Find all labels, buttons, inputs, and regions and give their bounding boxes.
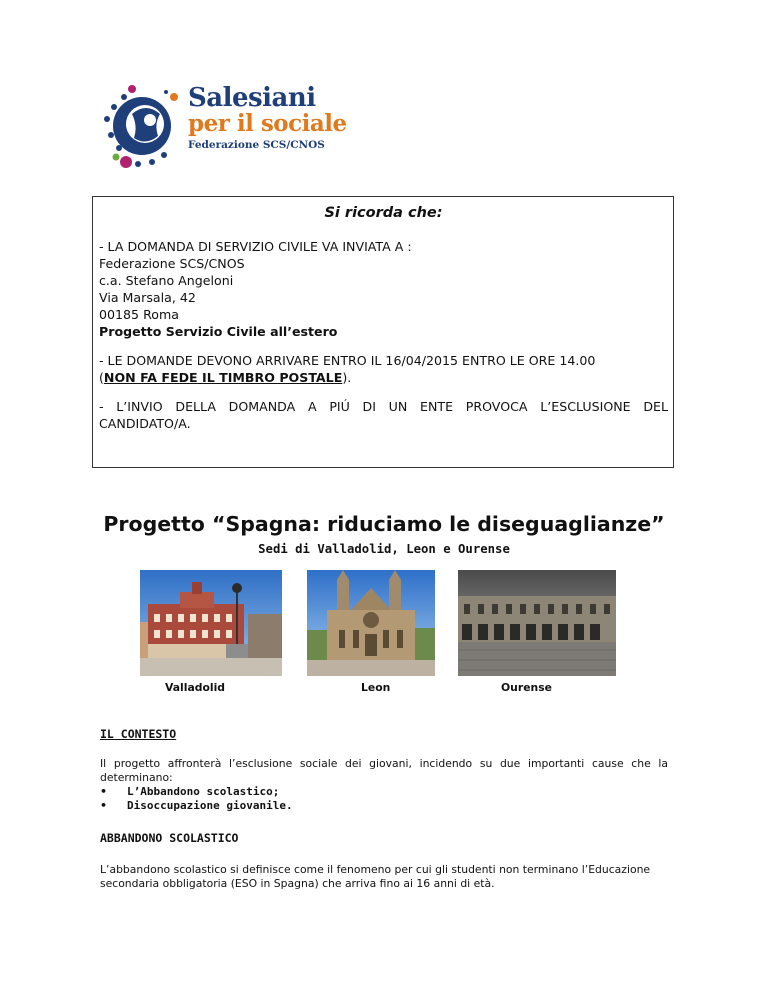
notice-exclusion-1: - L’INVIO DELLA DOMANDA A PIÚ DI UN ENTE PROVOCA L’ESCLUSIONE DEL	[99, 399, 668, 414]
paren-close: ).	[342, 370, 352, 385]
notice-project: Progetto Servizio Civile all’estero	[99, 324, 338, 339]
project-title: Progetto “Spagna: riduciamo le diseguaglianze”	[103, 512, 665, 536]
photo-caption: Leon	[361, 681, 391, 694]
address-line: Via Marsala, 42	[99, 290, 196, 305]
ourense-square-photo	[458, 570, 616, 676]
photo-caption: Ourense	[501, 681, 552, 694]
notice-send-to: - LA DOMANDA DI SERVIZIO CIVILE VA INVIATA A :	[99, 239, 412, 254]
project-subtitle: Sedi di Valladolid, Leon e Ourense	[258, 542, 510, 556]
notice-title: Si ricorda che:	[324, 205, 443, 221]
address-line: c.a. Stefano Angeloni	[99, 273, 234, 288]
notice-box	[92, 196, 674, 468]
leon-cathedral-photo	[307, 570, 435, 676]
list-item: • Disoccupazione giovanile.	[100, 799, 668, 813]
address-line: 00185 Roma	[99, 307, 179, 322]
notice-deadline-note: NON FA FEDE IL TIMBRO POSTALE	[103, 370, 343, 385]
notice-exclusion-2: CANDIDATO/A.	[99, 416, 191, 431]
logo-text	[188, 85, 347, 152]
logo-line2: per il sociale	[188, 110, 347, 137]
logo-emblem-icon	[102, 84, 192, 174]
logo-line1: Salesiani	[188, 83, 316, 113]
context-heading: IL CONTESTO	[100, 727, 177, 741]
logo-line3: Federazione SCS/CNOS	[188, 139, 325, 151]
abbandono-text: L’abbandono scolastico si definisce come il fenomeno per cui gli studenti non terminano l’Educazione secondaria obbligatoria (ESO in Spagna) che arriva fino ai 16 anni di età.	[100, 863, 651, 890]
notice-deadline: - LE DOMANDE DEVONO ARRIVARE ENTRO IL 16/04/2015 ENTRO LE ORE 14.00	[99, 353, 596, 368]
address-line: Federazione SCS/CNOS	[99, 256, 245, 271]
body-section	[100, 727, 668, 891]
context-bullets	[100, 785, 668, 813]
paren-open: (	[99, 370, 104, 385]
context-intro: Il progetto affronterà l’esclusione sociale dei giovani, incidendo su due importanti cause che la determinano:	[100, 757, 668, 784]
valladolid-plaza-photo	[140, 570, 282, 676]
list-item: • L’Abbandono scolastico;	[100, 785, 668, 799]
notice-deadline-note-line	[99, 369, 668, 386]
photo-caption: Valladolid	[165, 681, 226, 694]
abbandono-heading: ABBANDONO SCOLASTICO	[100, 831, 239, 845]
